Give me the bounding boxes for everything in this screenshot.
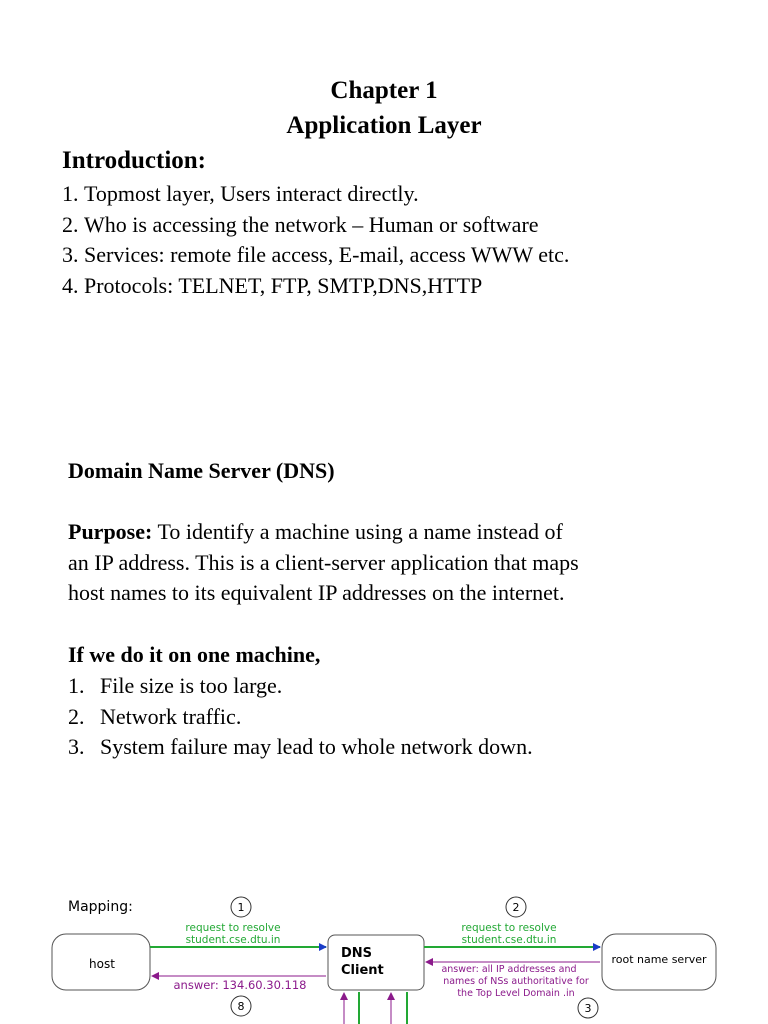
purpose-label: Purpose: <box>68 519 153 544</box>
list-item: 3. System failure may lead to whole network down. <box>68 734 533 759</box>
answer-arrow-3 <box>426 962 600 999</box>
svg-text:1: 1 <box>237 901 245 914</box>
lower-server-links <box>344 992 407 1024</box>
svg-text:the Top Level Domain .in: the Top Level Domain .in <box>457 988 575 999</box>
chapter-number: Chapter 1 <box>330 77 438 104</box>
answer-arrow-8 <box>152 976 326 992</box>
root-server-node <box>602 934 716 990</box>
list-item: 2. Who is accessing the network – Human or software <box>62 211 539 237</box>
list-item: 1. File size is too large. <box>68 673 283 698</box>
list-item: 1. Topmost layer, Users interact directly. <box>62 181 419 206</box>
svg-text:student.cse.dtu.in: student.cse.dtu.in <box>461 934 557 946</box>
dns-mapping-diagram <box>0 880 768 1024</box>
dns-client-node <box>328 935 424 990</box>
svg-text:Client: Client <box>341 963 384 978</box>
purpose-paragraph: Purpose: To identify a machine using a name instead of an IP address. This is a client-server application that maps host names to its equivalent IP addresses on the internet. <box>68 519 579 605</box>
step-2-marker <box>506 897 526 917</box>
dns-heading: Domain Name Server (DNS) <box>68 458 335 483</box>
svg-text:8: 8 <box>237 1000 245 1013</box>
list-item: 3. Services: remote file access, E-mail, access WWW etc. <box>62 242 570 267</box>
svg-text:answer: 134.60.30.118: answer: 134.60.30.118 <box>173 978 307 992</box>
step-1-marker <box>231 897 251 917</box>
mapping-label: Mapping: <box>68 899 133 915</box>
chapter-title: Application Layer <box>286 112 482 139</box>
intro-heading: Introduction: <box>62 147 207 174</box>
svg-text:root name server: root name server <box>611 953 707 966</box>
svg-text:host: host <box>89 957 115 971</box>
svg-text:student.cse.dtu.in: student.cse.dtu.in <box>185 934 281 946</box>
request-arrow-1 <box>150 922 326 947</box>
host-node <box>52 934 150 990</box>
svg-text:answer: all IP addresses and: answer: all IP addresses and <box>441 964 577 975</box>
intro-list <box>62 179 569 301</box>
request-arrow-2 <box>424 922 600 947</box>
list-item: 2. Network traffic. <box>68 703 242 729</box>
svg-text:request to resolve: request to resolve <box>185 922 281 934</box>
svg-text:2: 2 <box>512 901 520 914</box>
svg-text:3: 3 <box>584 1002 592 1015</box>
step-8-marker <box>231 996 251 1016</box>
list-item: 4. Protocols: TELNET, FTP, SMTP,DNS,HTTP <box>62 272 483 298</box>
issues-list <box>68 671 533 763</box>
svg-text:names of NSs authoritative for: names of NSs authoritative for <box>443 976 589 987</box>
svg-text:DNS: DNS <box>341 946 373 961</box>
one-machine-heading: If we do it on one machine, <box>68 642 321 667</box>
step-3-marker <box>578 998 598 1018</box>
svg-text:request to resolve: request to resolve <box>461 922 557 934</box>
